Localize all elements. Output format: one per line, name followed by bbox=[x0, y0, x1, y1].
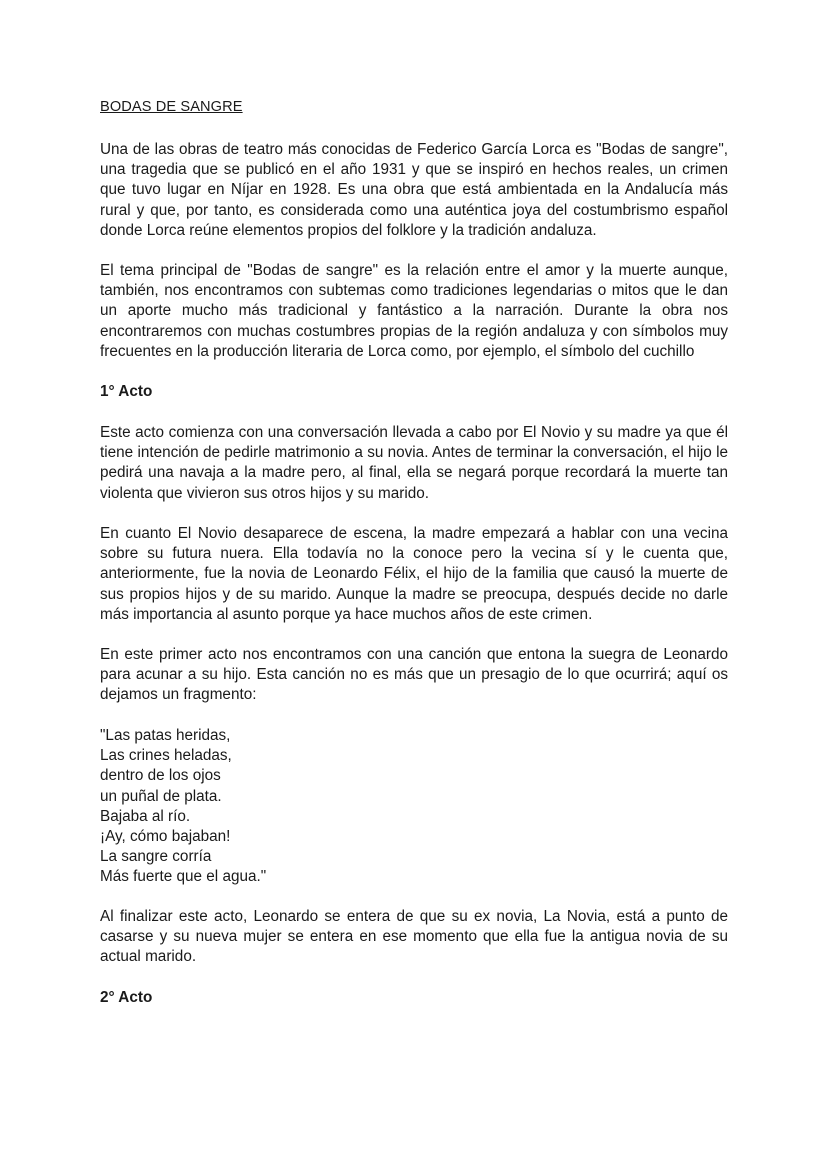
poem-line: un puñal de plata. bbox=[100, 787, 222, 805]
intro-paragraph-2: El tema principal de "Bodas de sangre" es la relación entre el amor y la muerte aunque, también, nos encontramos con subtemas como tradiciones legendarias o mitos que le dan un aporte mucho más tradicional y fantástico a la narración. Durante la obra nos encontraremos con muchas costumbres propias de la región andaluza y con símbolos muy frecuentes en la producción literaria de Lorca como, por ejemplo, el símbolo del cuchillo bbox=[100, 262, 728, 360]
act1-heading: 1° Acto bbox=[100, 383, 153, 400]
poem-line: Más fuerte que el agua." bbox=[100, 868, 267, 886]
act1-closing-paragraph: Al finalizar este acto, Leonardo se entera de que su ex novia, La Novia, está a punto de casarse y su nueva mujer se entera en ese momento que ella fue la antigua novia de su actual marido. bbox=[100, 908, 728, 966]
poem-line: Bajaba al río. bbox=[100, 807, 191, 825]
poem-line: dentro de los ojos bbox=[100, 767, 221, 785]
act1-paragraph-1: Este acto comienza con una conversación llevada a cabo por El Novio y su madre ya que él tiene intención de pedirle matrimonio a su novia. Antes de terminar la conversación, el hijo le pedirá una navaja a la madre pero, al final, ella se negará porque recordará la muerte tan violenta que vivieron sus otros hijos y su marido. bbox=[100, 424, 728, 502]
document-title: BODAS DE SANGRE bbox=[100, 99, 243, 115]
act1-paragraph-3: En este primer acto nos encontramos con una canción que entona la suegra de Leonardo para acunar a su hijo. Esta canción no es más que un presagio de lo que ocurrirá; aquí os dejamos un fragmento: bbox=[100, 646, 728, 704]
poem-line: "Las patas heridas, bbox=[100, 727, 231, 744]
poem-fragment bbox=[100, 726, 266, 888]
act1-paragraph-2: En cuanto El Novio desaparece de escena, la madre empezará a hablar con una vecina sobre su futura nuera. Ella todavía no la conoce pero la vecina sí y le cuenta que, anteriormente, fue la novia de Leonardo Félix, el hijo de la familia que causó la muerte de sus propios hijos y de su marido. Aunque la madre se preocupa, después decide no darle más importancia al asunto porque ya hace muchos años de este crimen. bbox=[100, 525, 728, 623]
poem-line: Las crines heladas, bbox=[100, 747, 232, 765]
poem-line: ¡Ay, cómo bajaban! bbox=[100, 828, 231, 846]
intro-paragraph-1: Una de las obras de teatro más conocidas de Federico García Lorca es "Bodas de sangre", una tragedia que se publicó en el año 1931 y que se inspiró en hechos reales, un crimen que tuvo lugar en Níjar en 1928. Es una obra que está ambientada en la Andalucía más rural y que, por tanto, es considerada como una auténtica joya del costumbrismo español donde Lorca reúne elementos propios del folklore y la tradición andaluza. bbox=[100, 141, 728, 239]
poem-line: La sangre corría bbox=[100, 848, 212, 866]
act2-heading: 2° Acto bbox=[100, 989, 153, 1006]
